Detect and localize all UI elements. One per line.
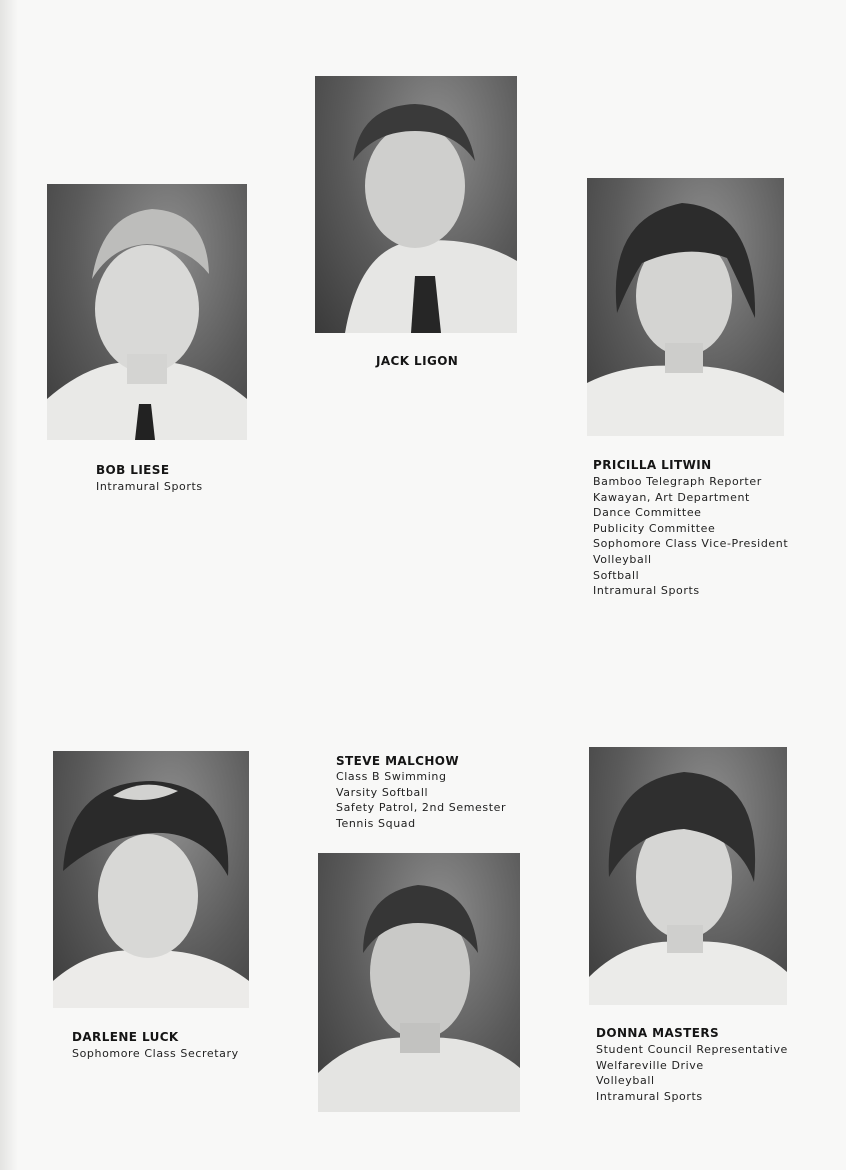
activity-item: Intramural Sports <box>596 1089 703 1103</box>
activity-item: Volleyball <box>596 1074 655 1088</box>
activity-item: Welfareville Drive <box>596 1058 704 1072</box>
activity-list <box>596 1042 788 1104</box>
student-name: DARLENE LUCK <box>72 1030 179 1044</box>
activity-item: Softball <box>593 568 640 582</box>
portrait-darlene-luck <box>53 751 249 1008</box>
student-name: STEVE MALCHOW <box>336 754 460 768</box>
activity-item: Intramural Sports <box>96 480 203 493</box>
activity-item: Tennis Squad <box>336 816 416 830</box>
activity-item: Student Council Representative <box>596 1043 788 1056</box>
portrait-pricilla-litwin <box>587 178 784 436</box>
activity-list <box>593 474 788 599</box>
portrait-bob-liese <box>47 184 247 440</box>
student-name: PRICILLA LITWIN <box>593 458 712 472</box>
activity-item: Sophomore Class Secretary <box>72 1047 239 1060</box>
portrait-donna-masters <box>589 747 787 1005</box>
activity-item: Dance Committee <box>593 506 702 520</box>
activity-item: Kawayan, Art Department <box>593 490 750 504</box>
activity-list <box>72 1046 239 1062</box>
student-name: DONNA MASTERS <box>596 1026 720 1040</box>
activity-item: Publicity Committee <box>593 521 716 535</box>
activity-item: Varsity Softball <box>336 785 429 799</box>
portrait-jack-ligon <box>315 76 517 333</box>
activity-item: Bamboo Telegraph Reporter <box>593 475 762 488</box>
activity-item: Intramural Sports <box>593 584 700 598</box>
activity-item: Sophomore Class Vice-President <box>593 537 789 551</box>
activity-list <box>336 769 506 831</box>
student-name: BOB LIESE <box>96 463 170 477</box>
student-name: JACK LIGON <box>376 354 459 368</box>
activity-list <box>96 479 203 495</box>
activity-item: Volleyball <box>593 552 652 566</box>
activity-item: Safety Patrol, 2nd Semester <box>336 801 507 815</box>
portrait-steve-malchow <box>318 853 520 1112</box>
activity-item: Class B Swimming <box>336 770 447 783</box>
page-edge-shadow <box>0 0 18 1170</box>
